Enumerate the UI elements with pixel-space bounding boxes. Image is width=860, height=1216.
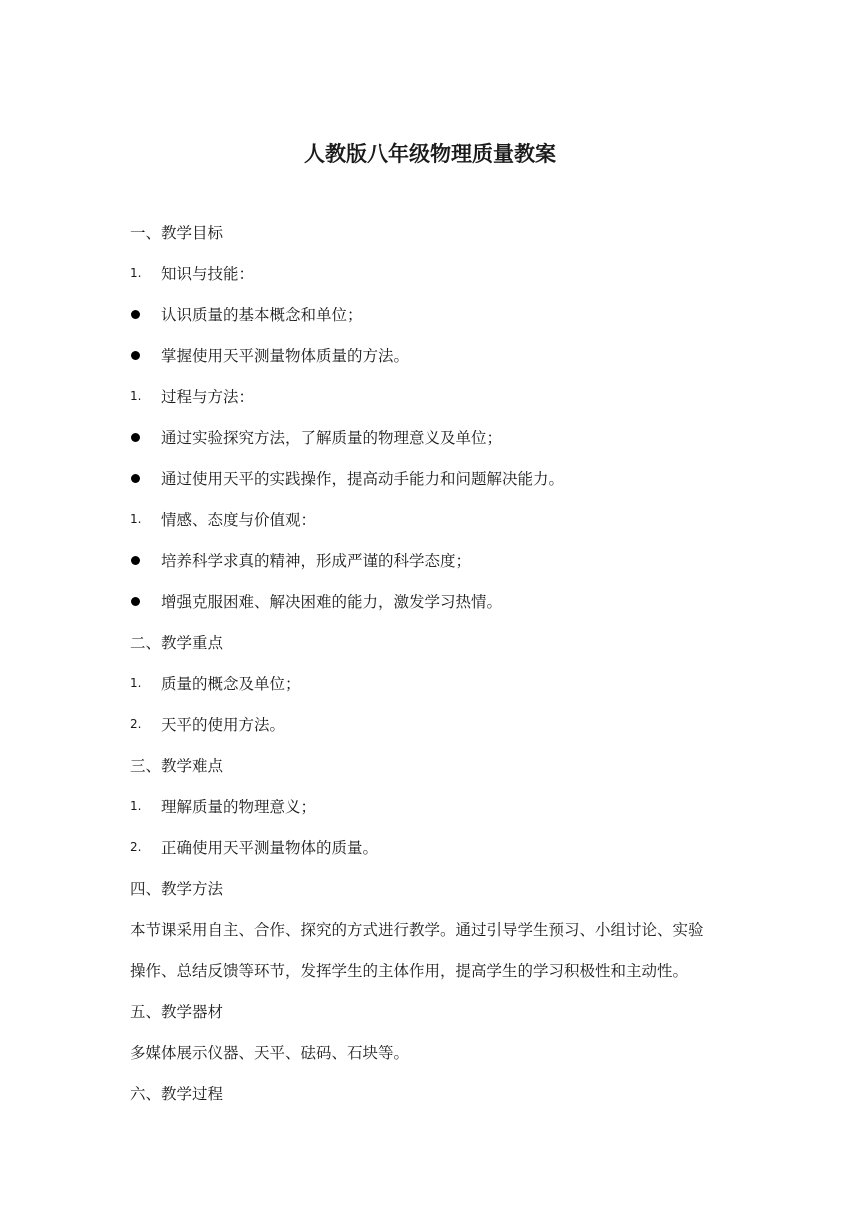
section-heading-text: 五、教学器材	[130, 1002, 224, 1021]
paragraph-line	[130, 908, 750, 949]
bullet-icon	[130, 592, 161, 610]
section-heading	[130, 621, 750, 662]
numbered-item	[130, 375, 750, 416]
bullet-item	[130, 539, 750, 580]
paragraph-text: 多媒体展示仪器、天平、砝码、石块等。	[130, 1043, 410, 1062]
section-heading-text: 四、教学方法	[130, 879, 224, 898]
bullet-text: 掌握使用天平测量物体质量的方法。	[161, 346, 410, 365]
numbered-item	[130, 662, 750, 703]
section-heading	[130, 1072, 750, 1113]
numbered-item	[130, 785, 750, 826]
bullet-text: 增强克服困难、解决困难的能力，激发学习热情。	[161, 592, 503, 611]
item-text: 质量的概念及单位；	[161, 674, 301, 693]
item-text: 理解质量的物理意义；	[161, 797, 317, 816]
paragraph-text: 操作、总结反馈等环节，发挥学生的主体作用，提高学生的学习积极性和主动性。	[130, 961, 689, 980]
bullet-icon	[130, 551, 161, 569]
section-heading	[130, 744, 750, 785]
numbered-item	[130, 703, 750, 744]
item-number: 1.	[130, 675, 142, 690]
numbered-item	[130, 252, 750, 293]
section-heading	[130, 990, 750, 1031]
section-heading	[130, 211, 750, 252]
bullet-text: 认识质量的基本概念和单位；	[161, 305, 363, 324]
bullet-item	[130, 457, 750, 498]
numbered-item	[130, 826, 750, 867]
bullet-icon	[130, 305, 161, 323]
item-number: 1.	[130, 511, 142, 526]
item-number: 1.	[130, 798, 142, 813]
section-heading-text: 六、教学过程	[130, 1084, 224, 1103]
paragraph-line	[130, 949, 750, 990]
item-text: 天平的使用方法。	[161, 715, 286, 734]
item-text: 知识与技能：	[161, 264, 255, 283]
document-title: 人教版八年级物理质量教案	[304, 142, 556, 166]
document-body	[130, 211, 750, 1113]
section-heading-text: 一、教学目标	[130, 223, 224, 242]
item-number: 2.	[130, 839, 142, 854]
paragraph-line	[130, 1031, 750, 1072]
bullet-item	[130, 416, 750, 457]
section-heading	[130, 867, 750, 908]
numbered-item	[130, 498, 750, 539]
bullet-item	[130, 334, 750, 375]
item-number: 1.	[130, 265, 142, 280]
bullet-text: 通过使用天平的实践操作，提高动手能力和问题解决能力。	[161, 469, 565, 488]
bullet-item	[130, 580, 750, 621]
item-text: 过程与方法：	[161, 387, 255, 406]
section-heading-text: 三、教学难点	[130, 756, 224, 775]
bullet-icon	[130, 346, 161, 364]
item-text: 正确使用天平测量物体的质量。	[161, 838, 379, 857]
item-text: 情感、态度与价值观：	[161, 510, 317, 529]
bullet-text: 培养科学求真的精神，形成严谨的科学态度；	[161, 551, 472, 570]
bullet-item	[130, 293, 750, 334]
item-number: 1.	[130, 388, 142, 403]
item-number: 2.	[130, 716, 142, 731]
paragraph-text: 本节课采用自主、合作、探究的方式进行教学。通过引导学生预习、小组讨论、实验	[130, 920, 704, 939]
bullet-text: 通过实验探究方法，了解质量的物理意义及单位；	[161, 428, 503, 447]
section-heading-text: 二、教学重点	[130, 633, 224, 652]
bullet-icon	[130, 428, 161, 446]
bullet-icon	[130, 469, 161, 487]
